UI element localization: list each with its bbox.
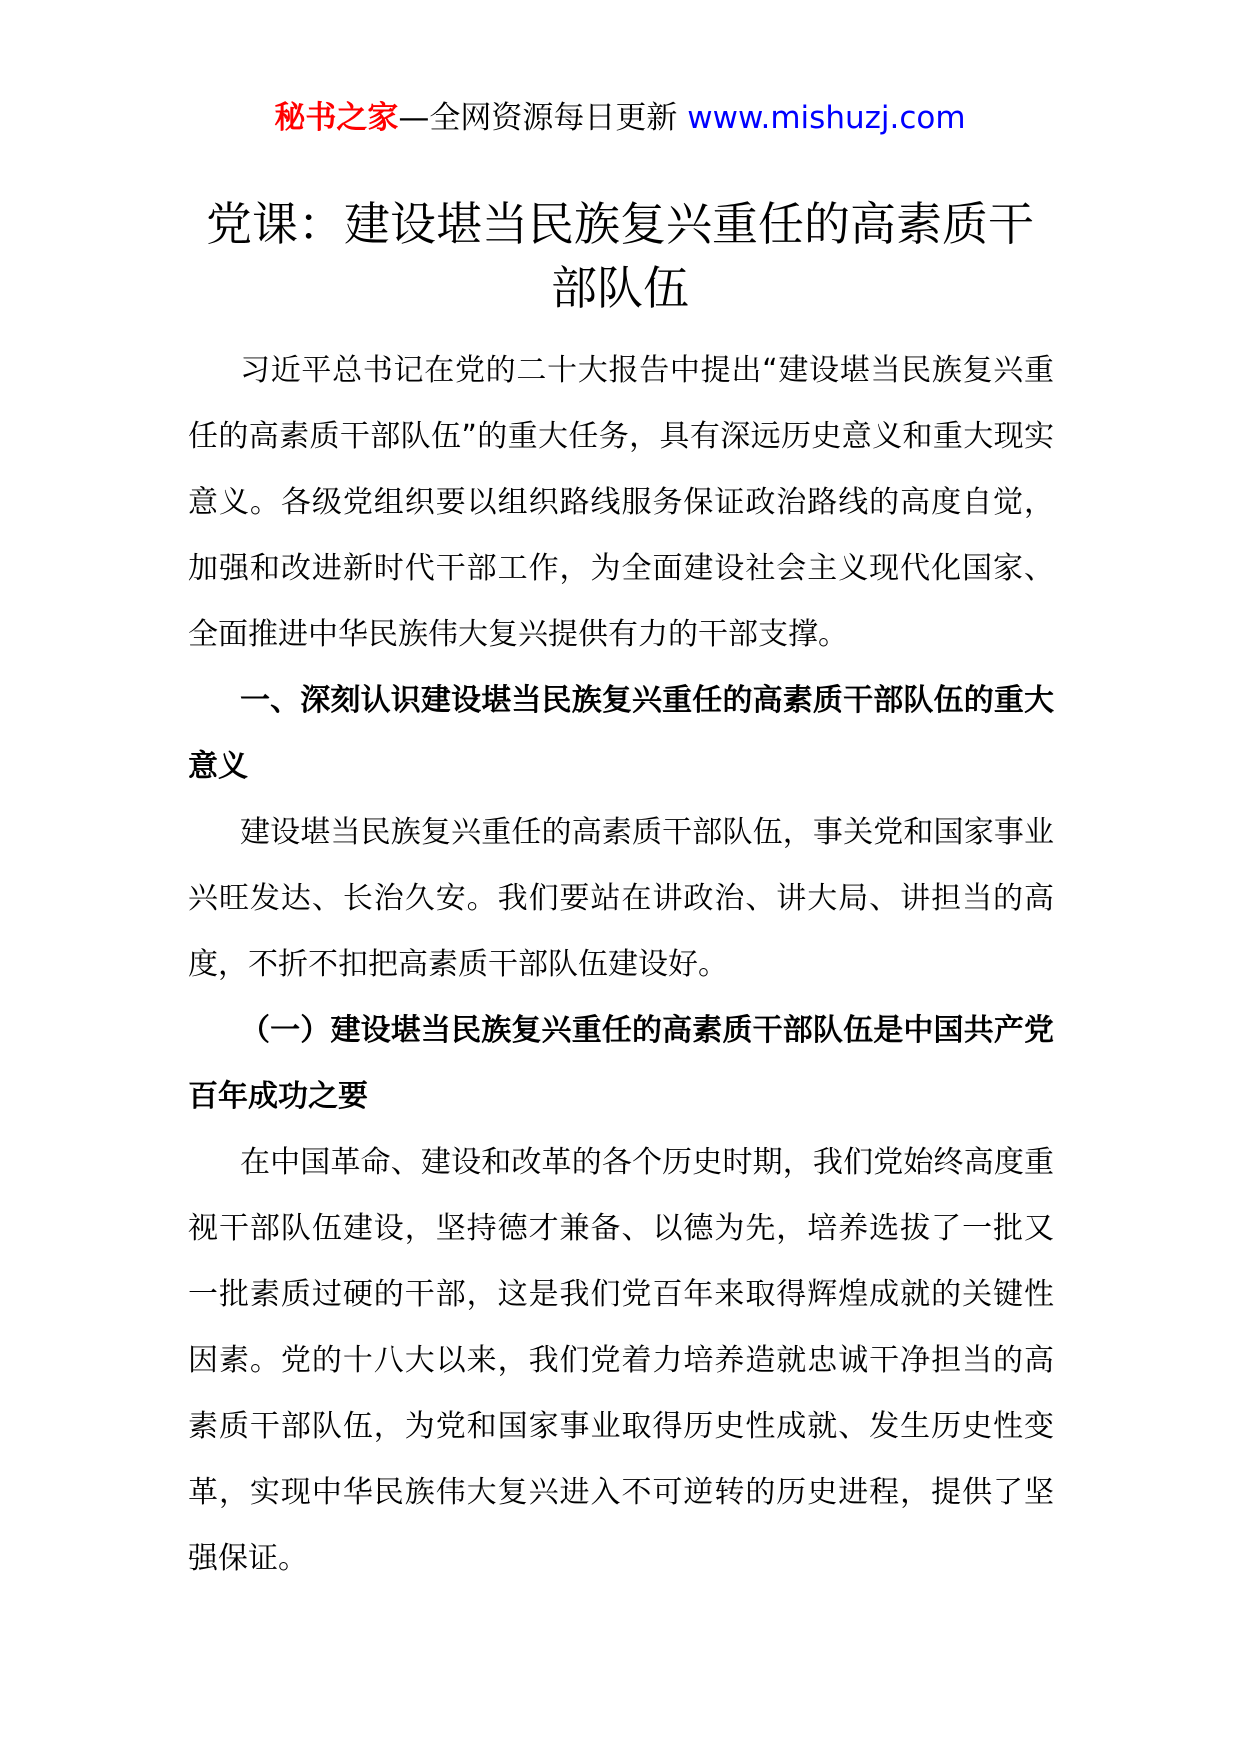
document-title: 党课：建设堪当民族复兴重任的高素质干部队伍 xyxy=(206,197,1034,315)
banner-slogan: —全网资源每日更新 xyxy=(398,100,688,136)
subsection-heading-1: （一）建设堪当民族复兴重任的高素质干部队伍是中国共产党百年成功之要 xyxy=(188,1013,1054,1114)
section-paragraph-1: 建设堪当民族复兴重任的高素质干部队伍，事关党和国家事业兴旺发达、长治久安。我们要站在讲政治、讲大局、讲担当的高度，不折不扣把高素质干部队伍建设好。 xyxy=(188,815,1054,982)
subsection-paragraph-1: 在中国革命、建设和改革的各个历史时期，我们党始终高度重视干部队伍建设，坚持德才兼备、以德为先，培养选拔了一批又一批素质过硬的干部，这是我们党百年来取得辉煌成就的关键性因素。党的十八大以来，我们党着力培养造就忠诚干净担当的高素质干部队伍，为党和国家事业取得历史性成就、发生历史性变革，实现中华民族伟大复兴进入不可逆转的历史进程，提供了坚强保证。 xyxy=(188,1145,1054,1576)
section-heading-1: 一、深刻认识建设堪当民族复兴重任的高素质干部队伍的重大意义 xyxy=(188,683,1054,784)
site-banner xyxy=(0,98,1240,138)
intro-paragraph: 习近平总书记在党的二十大报告中提出“建设堪当民族复兴重任的高素质干部队伍”的重大任务，具有深远历史意义和重大现实意义。各级党组织要以组织路线服务保证政治路线的高度自觉，加强和改进新时代干部工作，为全面建设社会主义现代化国家、全面推进中华民族伟大复兴提供有力的干部支撑。 xyxy=(188,353,1054,652)
document-body xyxy=(188,338,1054,1592)
brand-name: 秘书之家 xyxy=(274,100,399,136)
site-url[interactable]: www.mishuzj.com xyxy=(687,100,966,136)
